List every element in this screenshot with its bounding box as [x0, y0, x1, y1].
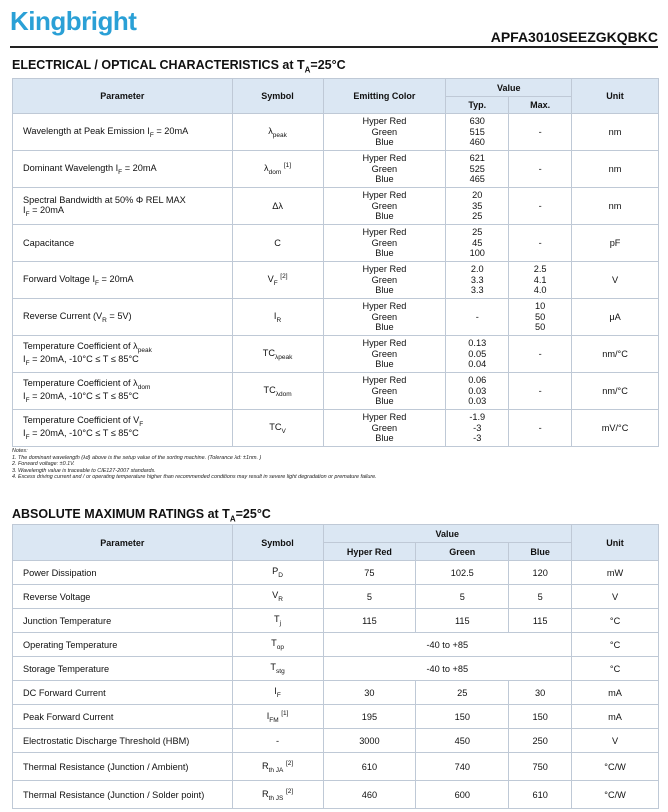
- color-name: Blue: [375, 322, 394, 333]
- symbol-text: T: [274, 614, 280, 625]
- typ-cell: [446, 188, 509, 225]
- col-unit: Unit: [572, 525, 659, 561]
- symbol-cell: [232, 585, 323, 609]
- value: 45: [472, 237, 483, 248]
- parameter-condition-text: I: [23, 354, 26, 364]
- value: 0.04: [468, 359, 487, 370]
- value: 0.03: [468, 396, 487, 407]
- symbol-text: T: [271, 638, 277, 649]
- value: 460: [469, 137, 485, 148]
- emitting-color-cell: [323, 114, 446, 151]
- unit-cell: °C: [572, 633, 659, 657]
- parameter-cell: Reverse Voltage: [13, 585, 233, 609]
- col-hyper-red: Hyper Red: [323, 543, 416, 561]
- max-cell: [509, 225, 572, 262]
- typ-cell: [446, 299, 509, 336]
- symbol-text: λ: [268, 125, 273, 136]
- brand-logo: Kingbright: [10, 6, 137, 36]
- note-line: Notes:: [12, 448, 28, 454]
- hyper-red-value-cell: 5: [323, 585, 416, 609]
- symbol-text: V: [267, 274, 274, 285]
- color-name: Blue: [375, 285, 394, 296]
- typ-cell: [446, 225, 509, 262]
- symbol-cell: [232, 299, 323, 336]
- unit-cell: μA: [572, 299, 659, 336]
- color-name: Blue: [375, 359, 394, 370]
- green-value-cell: 25: [416, 681, 509, 705]
- green-value-cell: 102.5: [416, 561, 509, 585]
- value: -: [538, 126, 542, 137]
- parameter-cell: [13, 114, 233, 151]
- parameter-text: Temperature Coefficient of λ: [23, 341, 138, 352]
- max-cell: [509, 410, 572, 447]
- max-cell: [509, 373, 572, 410]
- parameter-text-tail: = 20mA: [153, 125, 189, 136]
- parameter-text: Capacitance: [23, 238, 75, 248]
- parameter-text: Wavelength at Peak Emission I: [23, 125, 150, 136]
- col-unit: Unit: [572, 79, 659, 114]
- color-name: Green: [371, 237, 398, 248]
- parameter-subscript: F: [139, 421, 144, 428]
- unit-cell: mA: [572, 681, 659, 705]
- color-name: Green: [371, 311, 398, 322]
- emitting-color-cell: [323, 336, 446, 373]
- unit-cell: nm: [572, 151, 659, 188]
- unit-cell: mW: [572, 561, 659, 585]
- symbol-text: R: [261, 760, 269, 771]
- value: 3.3: [470, 274, 484, 285]
- green-value-cell: 600: [416, 781, 509, 809]
- typ-cell: [446, 410, 509, 447]
- value: 0.13: [468, 338, 487, 349]
- parameter-cell: Thermal Resistance (Junction / Ambient): [13, 753, 233, 781]
- color-name: Green: [371, 348, 398, 359]
- green-value-cell: 740: [416, 753, 509, 781]
- table-row: [13, 561, 659, 585]
- symbol-cell: [232, 336, 323, 373]
- parameter-cell: Junction Temperature: [13, 609, 233, 633]
- value: 50: [535, 322, 546, 333]
- symbol-cell: [232, 657, 323, 681]
- value: 4.1: [533, 274, 547, 285]
- color-name: Green: [371, 126, 398, 137]
- typ-cell: [446, 114, 509, 151]
- parameter-subscript: R: [102, 316, 107, 324]
- parameter-condition-text-tail: = 20mA, -10°C ≤ T ≤ 85°C: [29, 428, 139, 438]
- table-row: [13, 151, 659, 188]
- color-name: Hyper Red: [362, 153, 407, 164]
- value: 100: [469, 248, 485, 259]
- symbol-subscript: peak: [272, 131, 287, 139]
- footnote-ref: [1]: [283, 162, 292, 170]
- unit-cell: °C: [572, 609, 659, 633]
- value: -: [475, 311, 479, 322]
- color-name: Blue: [375, 396, 394, 407]
- electrical-optical-table: [12, 78, 659, 447]
- value: -: [538, 237, 542, 248]
- typ-cell: [446, 151, 509, 188]
- color-name: Hyper Red: [362, 116, 407, 127]
- parameter-text: Temperature Coefficient of λ: [23, 378, 138, 389]
- symbol-cell: [232, 410, 323, 447]
- parameter-subscript: F: [95, 279, 99, 287]
- col-emitting-color: Emitting Color: [323, 79, 446, 114]
- color-name: Green: [371, 200, 398, 211]
- table-row: [13, 225, 659, 262]
- blue-value-cell: 115: [509, 609, 572, 633]
- symbol-cell: [232, 373, 323, 410]
- emitting-color-cell: [323, 410, 446, 447]
- symbol-text: TC: [269, 421, 282, 432]
- color-name: Hyper Red: [362, 338, 407, 349]
- parameter-cell: [13, 225, 233, 262]
- parameter-text: Dominant Wavelength I: [23, 162, 119, 173]
- parameter-condition-text-tail: = 20mA: [29, 204, 65, 215]
- max-cell: [509, 114, 572, 151]
- symbol-cell: [232, 633, 323, 657]
- footnote-ref: [1]: [281, 709, 289, 717]
- hyper-red-value-cell: 460: [323, 781, 416, 809]
- symbol-subscript: V: [281, 427, 286, 435]
- blue-value-cell: 30: [509, 681, 572, 705]
- hyper-red-value-cell: 3000: [323, 729, 416, 753]
- symbol-cell: [232, 225, 323, 262]
- symbol-cell: [232, 561, 323, 585]
- parameter-condition-text-tail: = 20mA, -10°C ≤ T ≤ 85°C: [29, 354, 139, 364]
- symbol-subscript: F: [273, 279, 278, 287]
- value: 0.06: [468, 375, 487, 386]
- emitting-color-cell: [323, 225, 446, 262]
- emitting-color-cell: [323, 262, 446, 299]
- symbol-text: TC: [262, 347, 275, 358]
- parameter-cell: Storage Temperature: [13, 657, 233, 681]
- green-value-cell: 115: [416, 609, 509, 633]
- parameter-cell: [13, 336, 233, 373]
- note-line: 3. Wavelength value is traceable to CIE127-2007 standards.: [12, 467, 156, 474]
- symbol-text: λ: [264, 163, 269, 174]
- parameter-text: Forward Voltage I: [23, 273, 96, 284]
- unit-cell: V: [572, 262, 659, 299]
- symbol-subscript: R: [276, 316, 282, 324]
- color-name: Blue: [375, 211, 394, 222]
- table-row: [13, 336, 659, 373]
- symbol-text: V: [272, 590, 279, 601]
- value: 621: [469, 153, 485, 164]
- value: 35: [472, 200, 483, 211]
- symbol-subscript: D: [278, 571, 283, 579]
- parameter-condition-subscript: F: [25, 210, 30, 218]
- symbol-text: I: [266, 710, 270, 721]
- col-parameter: Parameter: [13, 79, 233, 114]
- parameter-cell: Thermal Resistance (Junction / Solder point): [13, 781, 233, 809]
- symbol-text: T: [270, 662, 277, 673]
- symbol-text: I: [274, 686, 277, 697]
- parameter-subscript: dom: [137, 384, 151, 391]
- unit-cell: pF: [572, 225, 659, 262]
- symbol-text: C: [274, 238, 281, 248]
- footnote-ref: [2]: [285, 787, 294, 795]
- value: 525: [469, 163, 485, 174]
- col-parameter: Parameter: [13, 525, 233, 561]
- emitting-color-cell: [323, 299, 446, 336]
- green-value-cell: 150: [416, 705, 509, 729]
- table-row: [13, 114, 659, 151]
- color-name: Hyper Red: [362, 264, 407, 275]
- value: 0.05: [468, 348, 487, 359]
- col-value: Value: [323, 525, 572, 543]
- value: -: [538, 385, 542, 396]
- color-name: Hyper Red: [362, 375, 407, 386]
- table-row: [13, 781, 659, 809]
- col-symbol: Symbol: [232, 79, 323, 114]
- unit-cell: V: [572, 585, 659, 609]
- page-header: [10, 6, 658, 46]
- table-row: [13, 262, 659, 299]
- unit-cell: nm/°C: [572, 373, 659, 410]
- value: -3: [473, 422, 482, 433]
- symbol-subscript: th JS: [268, 794, 284, 802]
- blue-value-cell: 610: [509, 781, 572, 809]
- col-typ: Typ.: [446, 97, 509, 114]
- symbol-text: TC: [263, 384, 276, 395]
- parameter-cell: [13, 151, 233, 188]
- table-row: [13, 729, 659, 753]
- table-row: [13, 681, 659, 705]
- parameter-cell: DC Forward Current: [13, 681, 233, 705]
- symbol-cell: [232, 705, 323, 729]
- table-row: [13, 633, 659, 657]
- col-green: Green: [416, 543, 509, 561]
- color-name: Blue: [375, 248, 394, 259]
- hyper-red-value-cell: 195: [323, 705, 416, 729]
- symbol-subscript: R: [278, 595, 283, 603]
- table-row: [13, 410, 659, 447]
- parameter-condition-text-tail: = 20mA, -10°C ≤ T ≤ 85°C: [29, 391, 139, 401]
- parameter-cell: [13, 262, 233, 299]
- parameter-condition-subscript: F: [25, 396, 30, 404]
- value: 465: [469, 174, 485, 185]
- parameter-cell: Peak Forward Current: [13, 705, 233, 729]
- note-line: 4. Excess driving current and / or operating temperature higher than recommended conditions may result in severe light degradation or premature failure.: [12, 474, 377, 481]
- unit-cell: nm/°C: [572, 336, 659, 373]
- symbol-subscript: λdom: [275, 390, 292, 398]
- value: 25: [472, 227, 483, 238]
- unit-cell: mA: [572, 705, 659, 729]
- symbol-cell: [232, 781, 323, 809]
- table-row: [13, 705, 659, 729]
- unit-cell: °C: [572, 657, 659, 681]
- table-row: [13, 585, 659, 609]
- parameter-text-tail: = 20mA: [99, 273, 134, 284]
- blue-value-cell: 150: [509, 705, 572, 729]
- symbol-text: Δλ: [272, 201, 283, 211]
- symbol-cell: [232, 151, 323, 188]
- symbol-subscript: th JA: [268, 766, 284, 774]
- parameter-cell: [13, 188, 233, 225]
- symbol-text: I: [273, 310, 277, 321]
- unit-cell: nm: [572, 188, 659, 225]
- symbol-cell: [232, 188, 323, 225]
- parameter-cell: [13, 410, 233, 447]
- symbol-cell: [232, 609, 323, 633]
- color-name: Green: [371, 274, 398, 285]
- parameter-condition-text: I: [23, 428, 26, 438]
- symbol-cell: [232, 729, 323, 753]
- typ-cell: [446, 373, 509, 410]
- footnote-ref: [2]: [280, 273, 288, 281]
- value: 50: [535, 311, 546, 322]
- unit-cell: °C/W: [572, 753, 659, 781]
- table-row: [13, 373, 659, 410]
- color-name: Green: [371, 422, 398, 433]
- color-name: Hyper Red: [362, 227, 407, 238]
- value-cell-all: -40 to +85: [323, 633, 572, 657]
- value-cell-all: -40 to +85: [323, 657, 572, 681]
- value: 20: [472, 190, 483, 201]
- symbol-text: -: [276, 735, 280, 746]
- value: -: [538, 422, 542, 433]
- parameter-condition-text: I: [23, 391, 26, 401]
- value: 10: [535, 301, 546, 312]
- color-name: Hyper Red: [362, 412, 407, 423]
- parameter-text-tail: = 20mA: [122, 162, 157, 173]
- blue-value-cell: 750: [509, 753, 572, 781]
- parameter-text-tail: = 5V): [106, 310, 132, 321]
- parameter-cell: Electrostatic Discharge Threshold (HBM): [13, 729, 233, 753]
- symbol-subscript: stg: [276, 667, 285, 675]
- hyper-red-value-cell: 30: [323, 681, 416, 705]
- symbol-cell: [232, 262, 323, 299]
- symbol-subscript: op: [276, 643, 284, 651]
- symbol-text: R: [261, 788, 269, 799]
- symbol-text: P: [272, 566, 279, 577]
- parameter-text: Spectral Bandwidth at 50% Φ REL MAX: [23, 194, 186, 205]
- table-row: [13, 609, 659, 633]
- absolute-max-ratings-table: [12, 524, 659, 809]
- parameter-cell: Power Dissipation: [13, 561, 233, 585]
- emitting-color-cell: [323, 151, 446, 188]
- col-max: Max.: [509, 97, 572, 114]
- symbol-subscript: F: [276, 691, 281, 699]
- max-cell: [509, 151, 572, 188]
- unit-cell: V: [572, 729, 659, 753]
- blue-value-cell: 250: [509, 729, 572, 753]
- typ-cell: [446, 262, 509, 299]
- symbol-cell: [232, 681, 323, 705]
- note-line: 2. Forward voltage: ±0.1V.: [12, 461, 75, 468]
- value: -: [538, 348, 542, 359]
- symbol-cell: [232, 753, 323, 781]
- value: 2.0: [470, 264, 484, 275]
- color-name: Blue: [375, 174, 394, 185]
- value: 3.3: [470, 285, 484, 296]
- table-row: [13, 753, 659, 781]
- parameter-condition-subscript: F: [25, 359, 30, 367]
- unit-cell: °C/W: [572, 781, 659, 809]
- symbol-cell: [232, 114, 323, 151]
- hyper-red-value-cell: 115: [323, 609, 416, 633]
- typ-cell: [446, 336, 509, 373]
- symbol-subscript: j: [279, 619, 282, 627]
- eo-section-title: ELECTRICAL / OPTICAL CHARACTERISTICS at $T_A=25^\circ C$: [12, 58, 346, 75]
- emitting-color-cell: [323, 373, 446, 410]
- color-name: Green: [371, 163, 398, 174]
- emitting-color-cell: [323, 188, 446, 225]
- table-row: [13, 188, 659, 225]
- value: -: [538, 200, 542, 211]
- value: 25: [472, 211, 483, 222]
- color-name: Hyper Red: [362, 190, 407, 201]
- parameter-condition-text: I: [23, 204, 26, 215]
- parameter-text: Temperature Coefficient of V: [23, 415, 140, 426]
- max-cell: [509, 262, 572, 299]
- max-cell: [509, 188, 572, 225]
- part-number: APFA3010SEEZGKQBKC: [490, 29, 658, 45]
- value: 515: [469, 126, 485, 137]
- symbol-subscript: λpeak: [275, 353, 293, 361]
- value: 4.0: [533, 285, 547, 296]
- value: -3: [473, 433, 482, 444]
- col-symbol: Symbol: [232, 525, 323, 561]
- footnote-ref: [2]: [285, 759, 294, 767]
- table-row: [13, 299, 659, 336]
- color-name: Blue: [375, 433, 394, 444]
- value: 630: [469, 116, 485, 127]
- parameter-text: Reverse Current (V: [23, 310, 103, 321]
- blue-value-cell: 120: [509, 561, 572, 585]
- parameter-cell: Operating Temperature: [13, 633, 233, 657]
- green-value-cell: 5: [416, 585, 509, 609]
- symbol-subscript: dom: [268, 168, 282, 176]
- hyper-red-value-cell: 610: [323, 753, 416, 781]
- color-name: Hyper Red: [362, 301, 407, 312]
- parameter-condition-subscript: F: [25, 433, 30, 441]
- header-divider: [10, 46, 658, 48]
- max-cell: [509, 336, 572, 373]
- hyper-red-value-cell: 75: [323, 561, 416, 585]
- value: 0.03: [468, 385, 487, 396]
- max-cell: [509, 299, 572, 336]
- blue-value-cell: 5: [509, 585, 572, 609]
- symbol-subscript: FM: [269, 716, 279, 724]
- color-name: Blue: [375, 137, 394, 148]
- unit-cell: mV/°C: [572, 410, 659, 447]
- note-line: 1. The dominant wavelength (λd) above is the setup value of the sorting machine. (Tolerance λd: ±1nm. ): [12, 454, 262, 461]
- amr-section-title: ABSOLUTE MAXIMUM RATINGS at $T_A=25^\circ C$: [12, 507, 271, 524]
- value: -1.9: [469, 412, 486, 423]
- col-blue: Blue: [509, 543, 572, 561]
- unit-cell: nm: [572, 114, 659, 151]
- parameter-subscript: F: [149, 131, 154, 139]
- parameter-cell: [13, 299, 233, 336]
- col-value: Value: [446, 79, 572, 97]
- parameter-cell: [13, 373, 233, 410]
- parameter-subscript: F: [118, 168, 123, 176]
- table-notes: [12, 448, 377, 481]
- color-name: Green: [371, 385, 398, 396]
- parameter-subscript: peak: [137, 347, 152, 354]
- value: 2.5: [533, 264, 547, 275]
- table-row: [13, 657, 659, 681]
- value: -: [538, 163, 542, 174]
- green-value-cell: 450: [416, 729, 509, 753]
